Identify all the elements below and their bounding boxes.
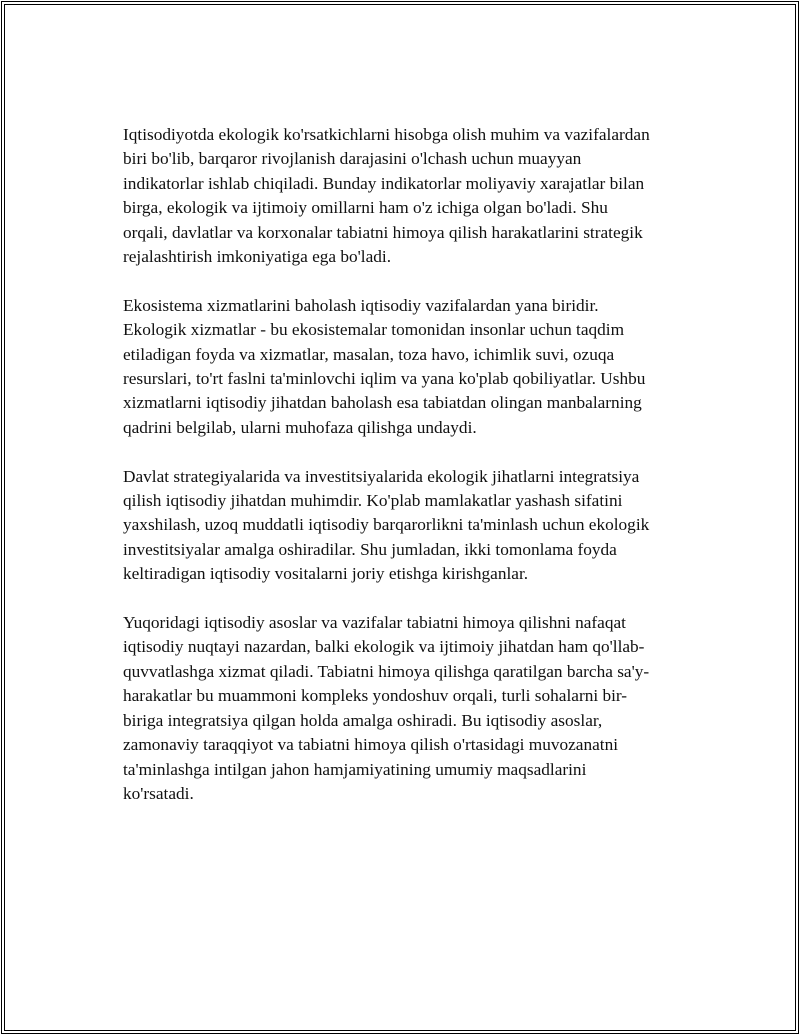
text-line: indikatorlar ishlab chiqiladi. Bunday indikatorlar moliyaviy xarajatlar bilan <box>123 173 645 193</box>
text-line: Ekosistema xizmatlarini baholash iqtisodiy vazifalardan yana biridir. <box>123 295 599 315</box>
text-line: yaxshilash, uzoq muddatli iqtisodiy barqarorlikni ta'minlash uchun ekologik <box>123 515 650 535</box>
text-line: resurslari, to'rt faslni ta'minlovchi iqlim va yana ko'plab qobiliyatlar. Ushbu <box>123 369 646 389</box>
text-line: qilish iqtisodiy jihatdan muhimdir. Ko'plab mamlakatlar yashash sifatini <box>123 491 623 511</box>
text-line: zamonaviy taraqqiyot va tabiatni himoya qilish o'rtasidagi muvozanatni <box>123 735 619 755</box>
text-line: Iqtisodiyotda ekologik ko'rsatkichlarni hisobga olish muhim va vazifalardan <box>123 125 650 144</box>
text-line: harakatlar bu muammoni kompleks yondoshuv orqali, turli sohalarni bir- <box>123 686 628 706</box>
paragraph-4 <box>123 611 697 806</box>
text-line: etiladigan foyda va xizmatlar, masalan, toza havo, ichimlik suvi, ozuqa <box>123 344 615 364</box>
text-line: qadrini belgilab, ularni muhofaza qilishga undaydi. <box>123 417 477 437</box>
document-body <box>123 123 697 806</box>
text-line: birga, ekologik va ijtimoiy omillarni ham o'z ichiga olgan bo'ladi. Shu <box>123 198 608 218</box>
paragraph-1 <box>123 123 697 269</box>
text-line: Yuqoridagi iqtisodiy asoslar va vazifalar tabiatni himoya qilishni nafaqat <box>123 613 626 633</box>
text-line: biri bo'lib, barqaror rivojlanish darajasini o'lchash uchun muayyan <box>123 149 582 169</box>
page-frame <box>1 1 799 1034</box>
text-line: ta'minlashga intilgan jahon hamjamiyatining umumiy maqsadlarini <box>123 759 587 779</box>
text-line: Ekologik xizmatlar - bu ekosistemalar tomonidan insonlar uchun taqdim <box>123 320 625 340</box>
text-line: keltiradigan iqtisodiy vositalarni joriy etishga kirishganlar. <box>123 564 529 584</box>
text-line: rejalashtirish imkoniyatiga ega bo'ladi. <box>123 247 392 267</box>
text-line: xizmatlarni iqtisodiy jihatdan baholash esa tabiatdan olingan manbalarning <box>123 393 642 413</box>
text-line: iqtisodiy nuqtayi nazardan, balki ekologik va ijtimoiy jihatdan ham qo'llab- <box>123 637 645 657</box>
text-line: investitsiyalar amalga oshiradilar. Shu jumladan, ikki tomonlama foyda <box>123 539 617 559</box>
paragraph-3 <box>123 465 697 587</box>
text-line: Davlat strategiyalarida va investitsiyalarida ekologik jihatlarni integratsiya <box>123 466 640 486</box>
text-line: quvvatlashga xizmat qiladi. Tabiatni himoya qilishga qaratilgan barcha sa'y- <box>123 661 650 681</box>
text-line: ko'rsatadi. <box>123 783 194 803</box>
text-line: orqali, davlatlar va korxonalar tabiatni himoya qilish harakatlarini strategik <box>123 222 643 242</box>
text-line: biriga integratsiya qilgan holda amalga oshiradi. Bu iqtisodiy asoslar, <box>123 710 603 730</box>
paragraph-2 <box>123 294 697 440</box>
